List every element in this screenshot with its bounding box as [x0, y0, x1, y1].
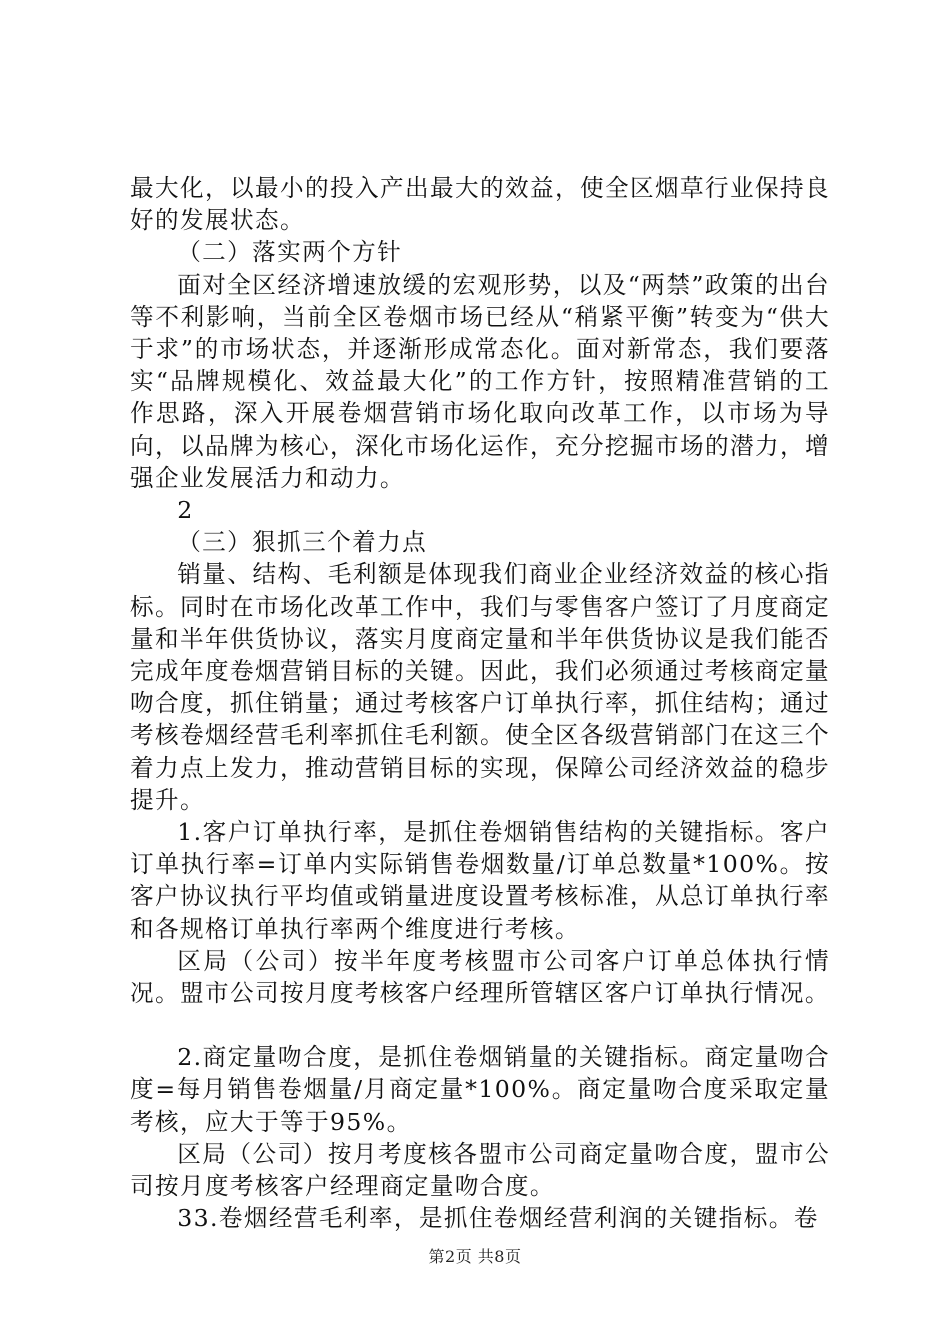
blank-line [130, 1009, 830, 1041]
inline-number: 2 [177, 496, 194, 525]
paragraph-continuation: 最大化，以最小的投入产出最大的效益，使全区烟草行业保持良好的发展状态。 [130, 174, 830, 235]
paragraph-order-assessment: 区局（公司）按半年度考核盟市公司客户订单总体执行情况。盟市公司按月度考核客户经理所管辖区客户订单执行情况。 [130, 946, 830, 1008]
paragraph-policies: 面对全区经济增速放缓的宏观形势，以及“两禁”政策的出台等不利影响，当前全区卷烟市场已经从“稍紧平衡”转变为“供大于求”的市场状态，并逐渐形成常态化。面对新常态，我们要落实“品牌规模化、效益最大化”的工作方针，按照精准营销的工作思路，深入开展卷烟营销市场化取向改革工作，以市场为导向，以品牌为核心，深化市场化运作，充分挖掘市场的潜力，增强企业发展活力和动力。 [130, 270, 830, 492]
paragraph-agreed-volume-assessment: 区局（公司）按月考度核各盟市公司商定量吻合度，盟市公司按月度考核客户经理商定量吻合度。 [130, 1139, 830, 1201]
paragraph-gross-margin: 33.卷烟经营毛利率，是抓住卷烟经营利润的关键指标。卷 [177, 1204, 819, 1233]
section-heading-two-policies: （二）落实两个方针 [177, 238, 403, 267]
paragraph-order-execution-rate: 1.客户订单执行率，是抓住卷烟销售结构的关键指标。客户订单执行率=订单内实际销售卷烟数量/订单总数量*100%。按客户协议执行平均值或销量进度设置考核标准，从总订单执行率和各规格订单执行率两个维度进行考核。 [130, 818, 830, 943]
paragraph-key-indicators: 销量、结构、毛利额是体现我们商业企业经济效益的核心指标。同时在市场化改革工作中，我们与零售客户签订了月度商定量和半年供货协议，落实月度商定量和半年供货协议是我们能否完成年度卷烟营销目标的关键。因此，我们必须通过考核商定量吻合度，抓住销量；通过考核客户订单执行率，抓住结构；通过考核卷烟经营毛利率抓住毛利额。使全区各级营销部门在这三个着力点上发力，推动营销目标的实现，保障公司经济效益的稳步提升。 [130, 560, 830, 814]
section-heading-three-points: （三）狠抓三个着力点 [177, 528, 428, 557]
paragraph-agreed-volume: 2.商定量吻合度，是抓住卷烟销量的关键指标。商定量吻合度=每月销售卷烟量/月商定量*100%。商定量吻合度采取定量考核，应大于等于95%。 [130, 1043, 830, 1136]
document-body [130, 172, 830, 1235]
page-footer: 第2页 共8页 [428, 1247, 522, 1266]
